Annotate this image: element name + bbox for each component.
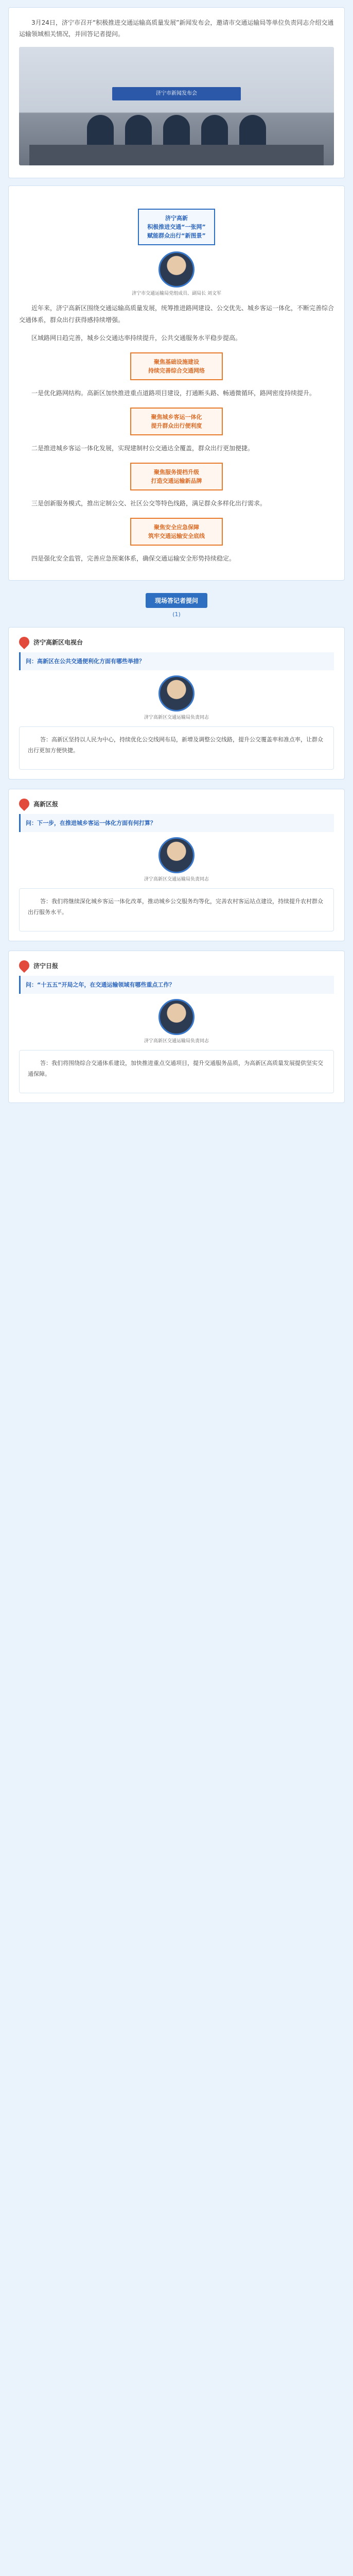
article-page — [0, 7, 353, 1131]
speaker-figure — [87, 115, 114, 147]
speaker-figure — [201, 115, 228, 147]
answerer-portrait — [158, 837, 195, 873]
speaker-figure — [239, 115, 266, 147]
paragraph: 二是推进城乡客运一体化发展，实现建制村公交通达全覆盖，群众出行更加便捷。 — [31, 445, 254, 452]
intro-text: 3月24日，济宁市召开“积极推进交通运输高质量发展”新闻发布会，邀请市交通运输局等单位负责同志介绍交通运输领域相关情况，并回答记者提问。 — [19, 19, 334, 38]
answerer-caption: 济宁高新区交通运输局负责同志 — [144, 877, 209, 882]
answerer-portrait — [158, 675, 195, 711]
sub-heading: 聚焦安全应急保障 筑牢交通运输安全底线 — [130, 518, 223, 546]
speakers-row — [19, 115, 334, 147]
paragraph: 三是创新服务模式，推出定制公交、社区公交等特色线路，满足群众多样化出行需求。 — [31, 500, 267, 507]
section1-card — [8, 185, 345, 581]
answer-card — [19, 1050, 334, 1093]
answer-text: 答：我们将围绕综合交通体系建设，加快推进重点交通项目，提升交通服务品质，为高新区高质量发展提供坚实交通保障。 — [28, 1060, 323, 1077]
reporter-outlet — [19, 960, 334, 971]
question-text: 问：高新区在公共交通便利化方面有哪些举措？ — [19, 652, 334, 670]
outlet-name: 济宁日报 — [33, 962, 59, 970]
portrait-caption: 济宁市交通运输局党组成员、副局长 刘文军 — [132, 291, 221, 296]
location-pin-icon — [17, 958, 31, 973]
qa-item — [8, 951, 345, 1103]
qa-section-number: (1) — [172, 611, 181, 618]
question-text: 问：下一步，在推进城乡客运一体化方面有何打算？ — [19, 814, 334, 832]
page-bottom-spacer — [8, 1103, 345, 1110]
answerer-caption: 济宁高新区交通运输局负责同志 — [144, 715, 209, 720]
outlet-name: 济宁高新区电视台 — [33, 638, 83, 646]
photo-banner: 济宁市新闻发布会 — [112, 87, 241, 100]
answer-text: 答：我们将继续深化城乡客运一体化改革，推动城乡公交服务均等化，完善农村客运站点建设，持续提升农村群众出行服务水平。 — [28, 898, 323, 916]
section1-title: 济宁高新 积极推进交通“一张网” 赋能群众出行“新图景” — [138, 209, 215, 245]
paragraph: 近年来，济宁高新区围绕交通运输高质量发展，统筹推进路网建设、公交优先、城乡客运一体化，不断完善综合交通体系，群众出行获得感持续增强。 — [19, 304, 334, 324]
sub-heading: 聚焦城乡客运一体化 提升群众出行便利度 — [130, 408, 223, 435]
speaker-figure — [163, 115, 190, 147]
paragraph: 一是优化路网结构。高新区加快推进重点道路项目建设，打通断头路、畅通微循环，路网密度持续提升。 — [31, 389, 316, 397]
speaker-figure — [125, 115, 152, 147]
qa-section-label: 现场答记者提问 — [146, 593, 207, 608]
answer-text: 答：高新区坚持以人民为中心，持续优化公交线网布局，新增及调整公交线路，提升公交覆盖率和准点率，让群众出行更加方便快捷。 — [28, 736, 323, 754]
qa-section-header — [8, 593, 345, 618]
paragraph: 区域路网日趋完善，城乡公交通达率持续提升，公共交通服务水平稳步提高。 — [31, 334, 242, 342]
speaker-portrait — [158, 251, 195, 287]
sub-heading: 聚焦服务提档升级 打造交通运输新品牌 — [130, 463, 223, 490]
reporter-outlet — [19, 637, 334, 647]
press-conference-photo — [19, 47, 334, 165]
answerer-portrait — [158, 999, 195, 1035]
qa-item — [8, 789, 345, 941]
sub-heading: 聚焦基础设施建设 持续完善综合交通网络 — [130, 352, 223, 380]
location-pin-icon — [17, 635, 31, 649]
paragraph: 四是强化安全监管，完善应急预案体系，确保交通运输安全形势持续稳定。 — [31, 555, 236, 562]
answer-card — [19, 726, 334, 770]
conference-table — [29, 145, 324, 165]
answerer-caption: 济宁高新区交通运输局负责同志 — [144, 1039, 209, 1044]
intro-card — [8, 7, 345, 178]
location-pin-icon — [17, 796, 31, 811]
answer-card — [19, 888, 334, 931]
question-text: 问：“十五五”开局之年，在交通运输领域有哪些重点工作？ — [19, 976, 334, 994]
outlet-name: 高新区报 — [33, 800, 59, 808]
reporter-outlet — [19, 799, 334, 809]
qa-item — [8, 627, 345, 779]
